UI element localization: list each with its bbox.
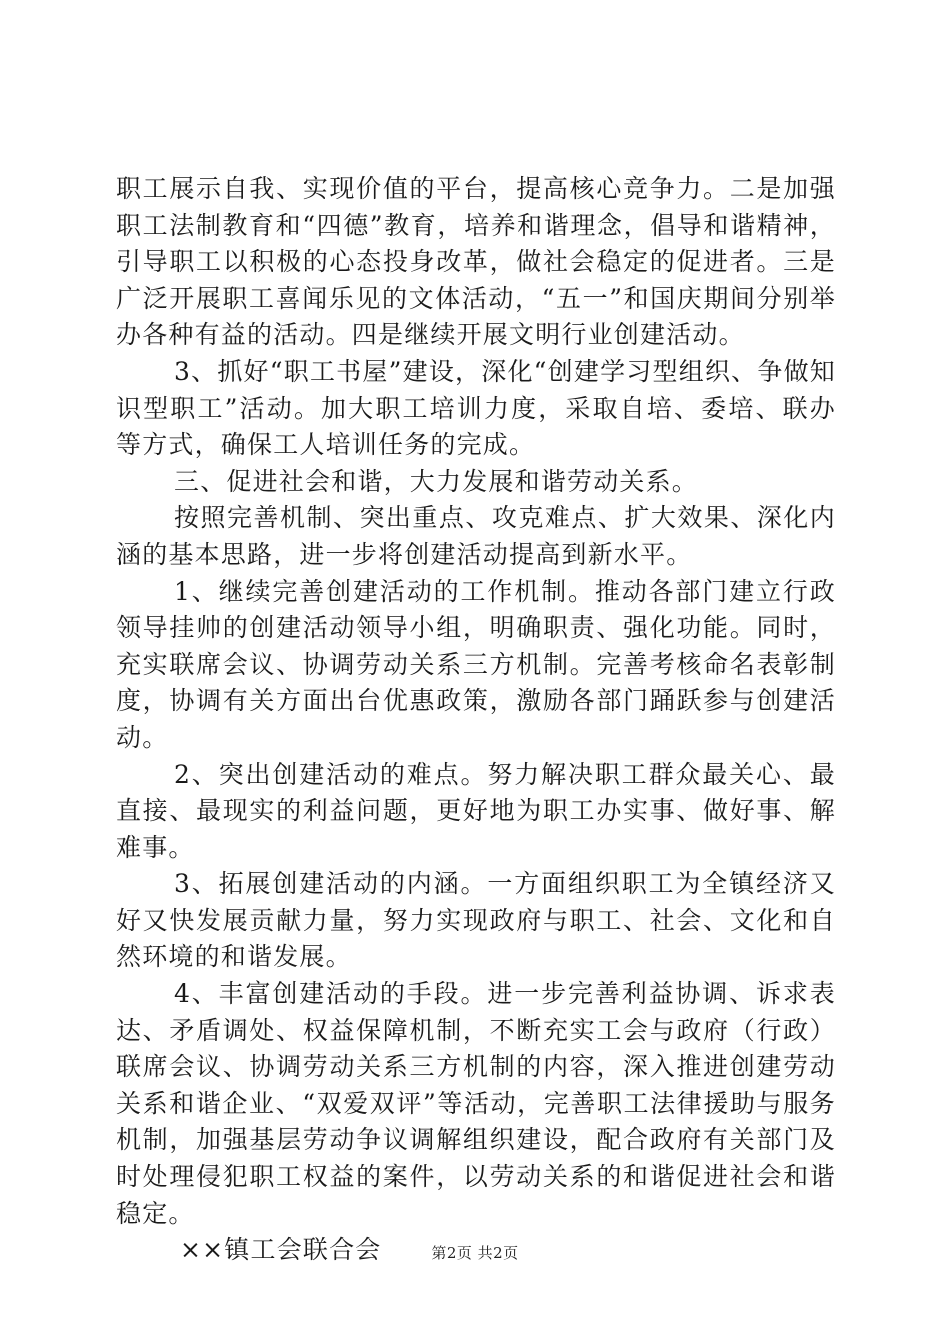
signature-line: ××镇工会联合会 xyxy=(180,1235,382,1265)
document-body xyxy=(116,171,836,1269)
page-number-footer: 第2页 共2页 xyxy=(431,1244,519,1262)
paragraph-item-3-reading-room: 3、抓好“职工书屋”建设，深化“创建学习型组织、争做知识型职工”活动。加大职工培训力度，采取自培、委培、联办等方式，确保工人培训任务的完成。 xyxy=(116,356,836,460)
paragraph-item-1-mechanism: 1、继续完善创建活动的工作机制。推动各部门建立行政领导挂帅的创建活动领导小组，明确职责、强化功能。同时，充实联席会议、协调劳动关系三方机制。完善考核命名表彰制度，协调有关方面出台优惠政策，激励各部门踊跃参与创建活动。 xyxy=(116,576,836,752)
paragraph-continuation: 职工展示自我、实现价值的平台，提高核心竞争力。二是加强职工法制教育和“四德”教育，培养和谐理念，倡导和谐精神，引导职工以积极的心态投身改革，做社会稳定的促进者。三是广泛开展职工喜闻乐见的文体活动，“五一”和国庆期间分别举办各种有益的活动。四是继续开展文明行业创建活动。 xyxy=(116,174,836,350)
paragraph-item-4-means: 4、丰富创建活动的手段。进一步完善利益协调、诉求表达、矛盾调处、权益保障机制，不断充实工会与政府（行政）联席会议、协调劳动关系三方机制的内容，深入推进创建劳动关系和谐企业、“双爱双评”等活动，完善职工法律援助与服务机制，加强基层劳动争议调解组织建设，配合政府有关部门及时处理侵犯职工权益的案件，以劳动关系的和谐促进社会和谐稳定。 xyxy=(116,979,836,1228)
paragraph-item-3-connotation: 3、拓展创建活动的内涵。一方面组织职工为全镇经济又好又快发展贡献力量，努力实现政府与职工、社会、文化和自然环境的和谐发展。 xyxy=(116,869,836,972)
section-heading-harmony: 三、促进社会和谐，大力发展和谐劳动关系。 xyxy=(174,466,699,496)
paragraph-basic-approach: 按照完善机制、突出重点、攻克难点、扩大效果、深化内涵的基本思路，进一步将创建活动提高到新水平。 xyxy=(116,503,836,569)
paragraph-item-2-difficulties: 2、突出创建活动的难点。努力解决职工群众最关心、最直接、最现实的利益问题，更好地为职工办实事、做好事、解难事。 xyxy=(116,759,836,862)
